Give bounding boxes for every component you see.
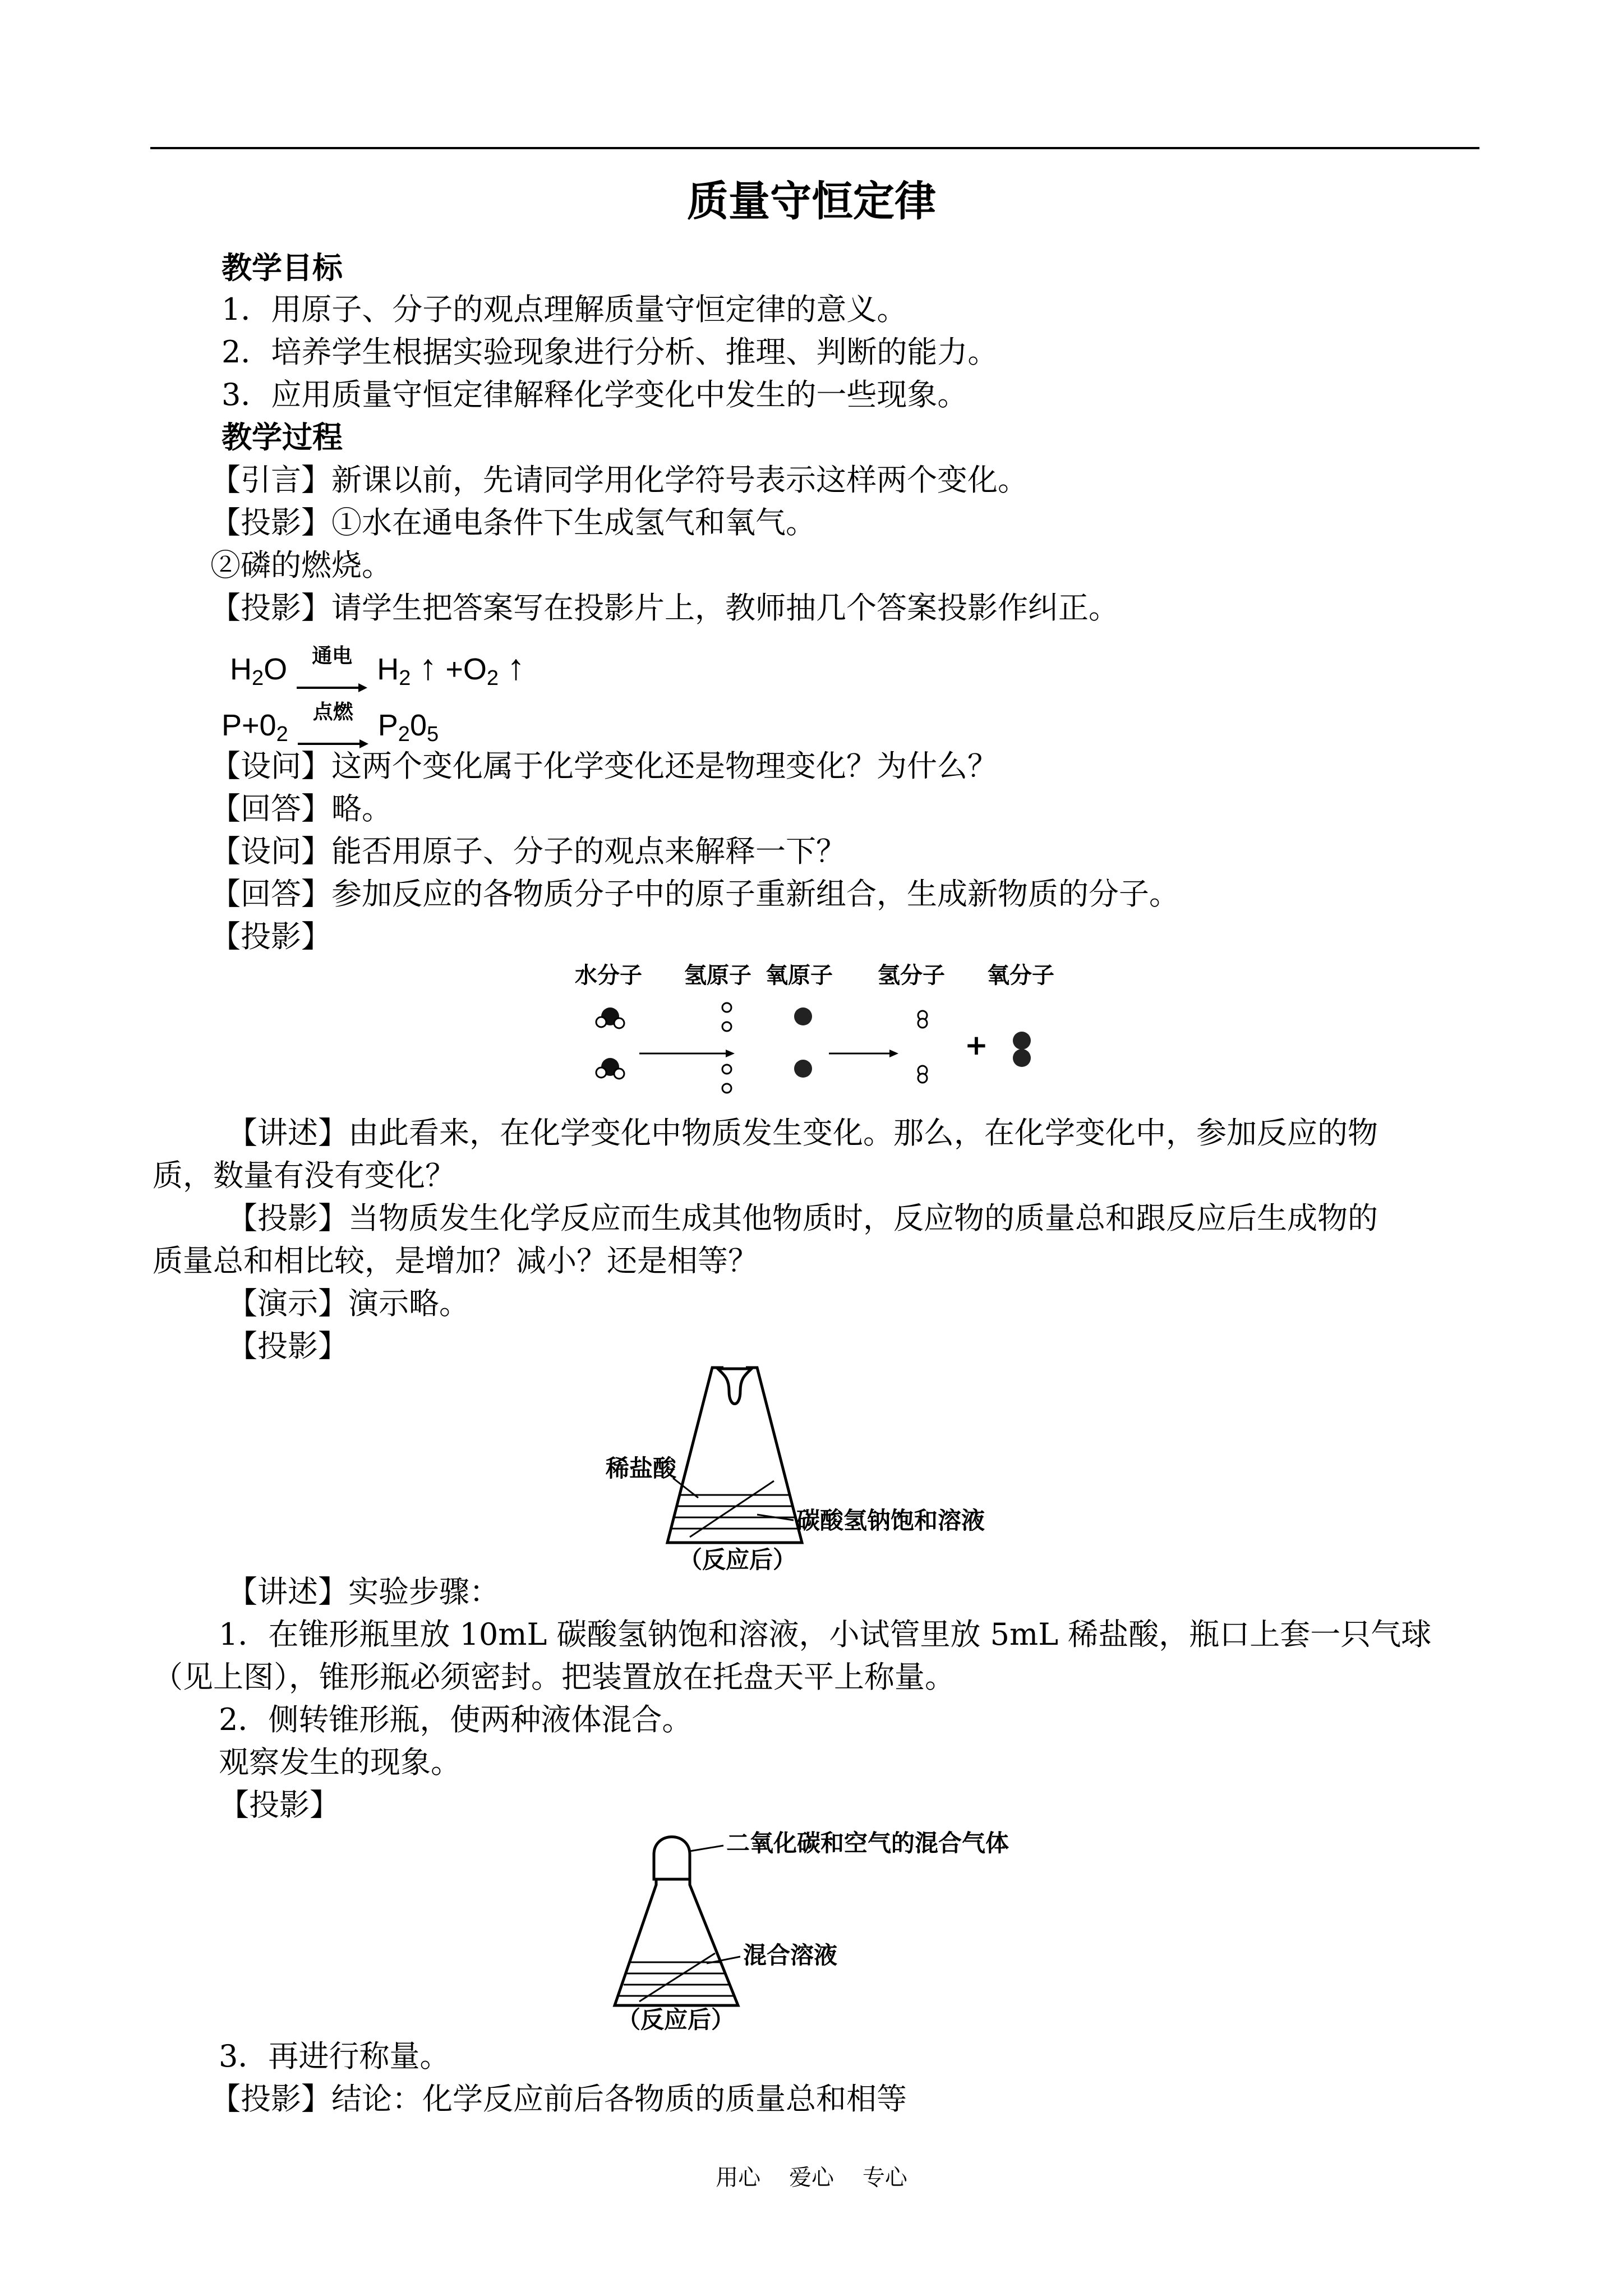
flask-caption: （反应后）: [679, 1546, 797, 1571]
header-rule: [150, 147, 1479, 149]
flask-diagram-2: [611, 1823, 1094, 2031]
condition-label: 点燃: [312, 700, 353, 724]
projection-line-1b: ②磷的燃烧。: [210, 547, 392, 583]
hydrogen-molecule-icon: [918, 1011, 927, 1083]
reaction-arrow-icon: [296, 682, 368, 693]
talk-line-1b: 质，数量有没有变化？: [153, 1158, 455, 1193]
step-line-1b: （见上图），锥形瓶必须密封。把装置放在托盘天平上称量。: [153, 1659, 955, 1695]
equation-water-electrolysis: $H_2O$ 通电 $H_2$ ↑ $+O_2$ ↑: [230, 646, 525, 691]
talk-line-2: 【讲述】实验步骤：: [227, 1574, 500, 1609]
projection-line-4a: 【投影】当物质发生化学反应而生成其他物质时，反应物的质量总和跟反应后生成物的: [227, 1200, 1378, 1236]
equation-phosphorus-combustion: $P+0_2$ 点燃 $P_20_5$: [222, 708, 439, 747]
question-line-2: 【设问】能否用原子、分子的观点来解释一下？: [210, 834, 846, 869]
plus-sign: +: [965, 1029, 988, 1061]
leader-line-icon: [690, 1846, 723, 1851]
flask-with-balloon-icon: [615, 1837, 738, 2006]
projection-line-2: 【投影】请学生把答案写在投影片上，教师抽几个答案投影作纠正。: [210, 590, 1119, 625]
page-title: 质量守恒定律: [687, 177, 936, 226]
projection-line-4b: 质量总和相比较，是增加？减小？还是相等？: [153, 1243, 758, 1278]
label-oxygen-atom: 氧原子: [766, 963, 833, 988]
projection-line-5: 【投影】: [227, 1328, 348, 1364]
solution-label: 混合溶液: [743, 1941, 838, 1969]
label-hydrogen-molecule: 氢分子: [878, 963, 945, 988]
intro-line: 【引言】新课以前，先请同学用化学符号表示这样两个变化。: [210, 462, 1028, 498]
talk-line-1a: 【讲述】由此看来，在化学变化中物质发生变化。那么，在化学变化中，参加反应的物: [227, 1115, 1378, 1151]
objective-3: 3．应用质量守恒定律解释化学变化中发生的一些现象。: [222, 377, 968, 412]
objective-1: 1．用原子、分子的观点理解质量守恒定律的意义。: [222, 292, 907, 327]
question-line-1: 【设问】这两个变化属于化学变化还是物理变化？为什么？: [210, 748, 998, 784]
arrow-icon: [829, 1050, 898, 1057]
arrow-icon: [639, 1050, 735, 1057]
conclusion-line: 【投影】结论：化学反应前后各物质的质量总和相等: [210, 2081, 907, 2116]
flask-icon: [667, 1368, 802, 1543]
page-footer: 用心 爱心 专心: [716, 2165, 907, 2191]
flask-caption: （反应后）: [617, 2006, 735, 2031]
projection-line-6: 【投影】: [219, 1787, 340, 1823]
molecule-reaction-diagram: [561, 954, 1077, 1105]
observe-line: 观察发生的现象。: [219, 1745, 461, 1780]
answer-line-2: 【回答】参加反应的各物质分子中的原子重新组合，生成新物质的分子。: [210, 876, 1179, 912]
label-hydrogen-atom: 氢原子: [684, 963, 751, 988]
solution-label: 碳酸氢钠饱和溶液: [796, 1507, 985, 1534]
demo-line: 【演示】演示略。: [227, 1286, 469, 1321]
oxygen-molecule-icon: [1013, 1032, 1031, 1067]
label-oxygen-molecule: 氧分子: [987, 963, 1054, 988]
step-line-3: 3．再进行称量。: [219, 2039, 450, 2074]
liquid-icon: [619, 1953, 734, 2001]
oxygen-atom-icon: [794, 1007, 812, 1078]
projection-line-1: 【投影】①水在通电条件下生成氢气和氧气。: [210, 505, 816, 540]
step-line-2: 2．侧转锥形瓶，使两种液体混合。: [219, 1702, 693, 1737]
answer-line-1: 【回答】略。: [210, 791, 392, 826]
step-line-1a: 1．在锥形瓶里放 10mL 碳酸氢钠饱和溶液，小试管里放 5mL 稀盐酸，瓶口上套一只气球: [219, 1617, 1432, 1652]
acid-label: 稀盐酸: [606, 1455, 677, 1482]
leader-line-icon: [707, 1957, 740, 1963]
label-water-molecule: 水分子: [575, 963, 642, 988]
objective-2: 2．培养学生根据实验现象进行分析、推理、判断的能力。: [222, 334, 998, 370]
hydrogen-atom-icon: [722, 1003, 731, 1093]
projection-line-3: 【投影】: [210, 919, 331, 954]
water-molecule-icon: [596, 1058, 624, 1079]
water-molecule-icon: [596, 1007, 624, 1028]
gas-label: 二氧化碳和空气的混合气体: [726, 1829, 1009, 1857]
flask-diagram-1: [589, 1358, 1060, 1571]
process-heading: 教学过程: [222, 420, 343, 455]
liquid-icon: [671, 1481, 799, 1537]
condition-label: 通电: [312, 644, 353, 668]
objectives-heading: 教学目标: [222, 250, 343, 286]
